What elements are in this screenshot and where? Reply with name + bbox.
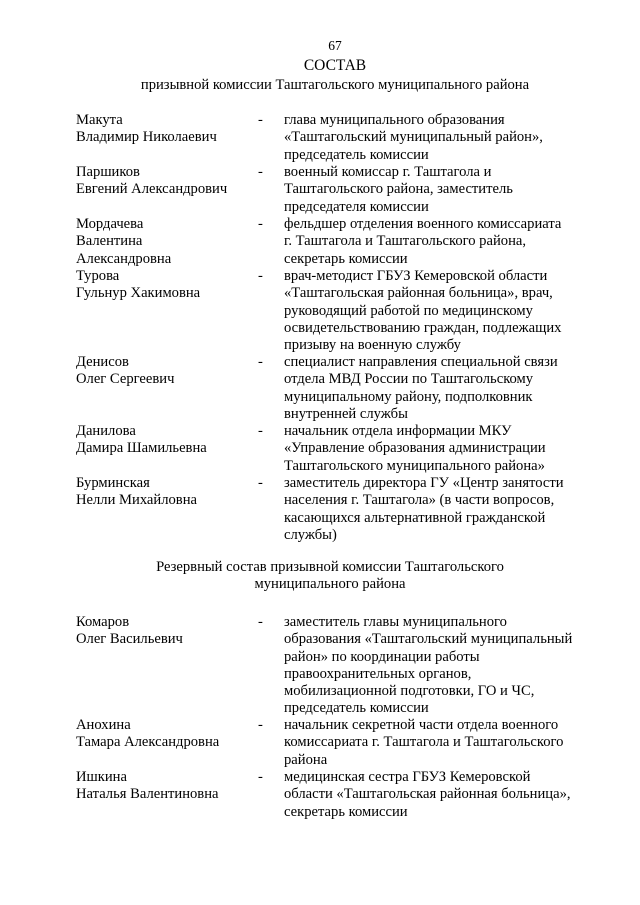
member-name: Турова Гульнур Хакимовна bbox=[76, 268, 201, 302]
member-role: врач-методист ГБУЗ Кемеровской области «Таштагольская районная больница», врач, руководящий работой по медицинскому освидетельствованию граждан, подлежащих призыву на военную службу bbox=[284, 268, 562, 354]
page-number: 67 bbox=[328, 38, 342, 53]
reserve-section-heading: Резервный состав призывной комиссии Таштагольского муниципального района bbox=[156, 559, 504, 593]
member-role: заместитель директора ГУ «Центр занятости населения г. Таштагола» (в части вопросов, касающихся альтернативной гражданской службы) bbox=[284, 475, 564, 543]
document-subtitle: призывной комиссии Таштагольского муниципального района bbox=[140, 77, 530, 93]
member-dash: - bbox=[258, 112, 263, 128]
member-dash: - bbox=[258, 717, 263, 733]
member-name: Ишкина Наталья Валентиновна bbox=[76, 769, 219, 803]
member-role: фельдшер отделения военного комиссариата г. Таштагола и Таштагольского района, секретарь комиссии bbox=[284, 216, 562, 267]
member-role: глава муниципального образования «Таштагольский муниципальный район», председатель комиссии bbox=[284, 112, 543, 163]
member-dash: - bbox=[258, 614, 263, 630]
member-name: Макута Владимир Николаевич bbox=[76, 112, 217, 146]
member-name: Комаров Олег Васильевич bbox=[76, 614, 183, 648]
member-name: Анохина Тамара Александровна bbox=[76, 717, 220, 751]
member-dash: - bbox=[258, 216, 263, 232]
member-name: Данилова Дамира Шамильевна bbox=[76, 423, 207, 457]
member-name: Мордачева Валентина Александровна bbox=[76, 216, 172, 267]
member-dash: - bbox=[258, 354, 263, 370]
member-role: медицинская сестра ГБУЗ Кемеровской области «Таштагольская районная больница», секретарь комиссии bbox=[284, 769, 571, 820]
member-name: Бурминская Нелли Михайловна bbox=[76, 475, 197, 509]
member-role: начальник секретной части отдела военного комиссариата г. Таштагола и Таштагольского района bbox=[284, 717, 564, 768]
member-role: заместитель главы муниципального образования «Таштагольский муниципальный район» по координации работы правоохранительных органов, мобилизационной подготовки, ГО и ЧС, председатель комиссии bbox=[284, 614, 573, 717]
member-dash: - bbox=[258, 475, 263, 491]
member-dash: - bbox=[258, 268, 263, 284]
member-dash: - bbox=[258, 769, 263, 785]
member-role: военный комиссар г. Таштагола и Таштагольского района, заместитель председателя комиссии bbox=[284, 164, 513, 215]
member-role: начальник отдела информации МКУ «Управление образования администрации Таштагольского муниципального района» bbox=[284, 423, 546, 474]
document-title: СОСТАВ bbox=[303, 57, 367, 74]
member-dash: - bbox=[258, 423, 263, 439]
member-name: Денисов Олег Сергеевич bbox=[76, 354, 175, 388]
member-name: Паршиков Евгений Александрович bbox=[76, 164, 228, 198]
member-dash: - bbox=[258, 164, 263, 180]
member-role: специалист направления специальной связи отдела МВД России по Таштагольскому муниципальному району, подполковник внутренней службы bbox=[284, 354, 558, 422]
